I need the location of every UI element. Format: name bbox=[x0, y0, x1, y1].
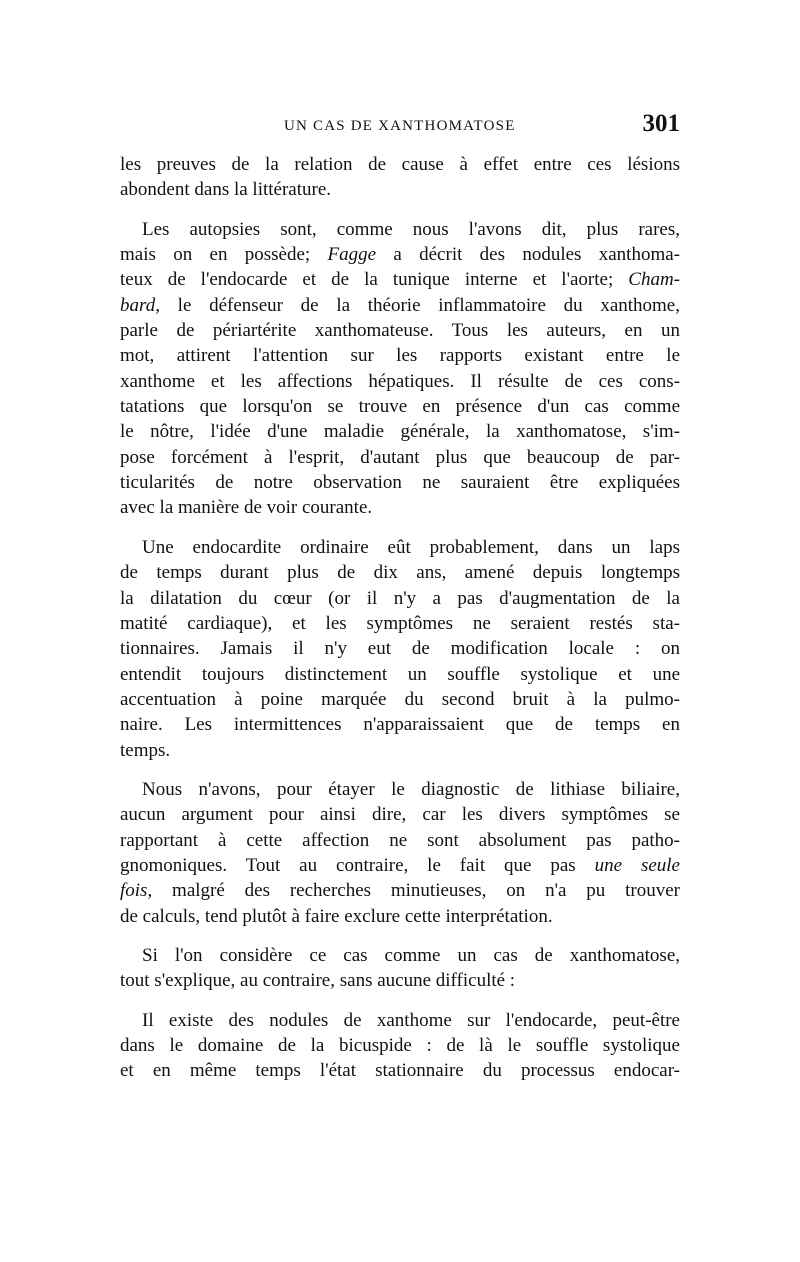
text-line bbox=[120, 293, 680, 318]
text-line: tout s'explique, au contraire, sans aucune difficulté : bbox=[120, 970, 516, 992]
body-text bbox=[120, 152, 680, 1098]
text-line: pose forcément à l'esprit, d'autant plus que beaucoup de par- bbox=[120, 446, 680, 468]
text-line: Les autopsies sont, comme nous l'avons dit, plus rares, bbox=[142, 218, 680, 240]
text-line: dans le domaine de la bicuspide : de là le souffle systolique bbox=[120, 1035, 680, 1056]
italic-name-chambard-part1: Cham- bbox=[628, 269, 680, 291]
italic-name-chambard-part2: bard bbox=[120, 294, 156, 316]
text-line: de calculs, tend plutôt à faire exclure cette interprétation. bbox=[120, 905, 553, 927]
text-line: xanthome et les affections hépatiques. Il résulte de ces cons- bbox=[120, 370, 680, 392]
text-line: rapportant à cette affection ne sont absolument pas patho- bbox=[120, 829, 680, 851]
text-line: abondent dans la littérature. bbox=[120, 179, 332, 201]
text-line: Il existe des nodules de xanthome sur l'endocarde, peut-être bbox=[142, 1009, 680, 1031]
paragraph-4 bbox=[120, 777, 680, 929]
paragraph-5 bbox=[120, 943, 680, 994]
text-line bbox=[120, 242, 680, 267]
italic-name-fagge: Fagge bbox=[327, 244, 377, 266]
text-line: les preuves de la relation de cause à effet entre ces lésions bbox=[120, 154, 680, 175]
running-head bbox=[120, 110, 680, 142]
text-line: de temps durant plus de dix ans, amené depuis longtemps bbox=[120, 562, 680, 584]
text-line bbox=[120, 878, 680, 903]
text-segment: , le défenseur de la théorie inflammatoire du xanthome, bbox=[155, 294, 680, 316]
text-line: tionnaires. Jamais il n'y eut de modification locale : on bbox=[120, 638, 680, 660]
text-line bbox=[120, 853, 680, 878]
text-line: aucun argument pour ainsi dire, car les divers symptômes se bbox=[120, 804, 680, 826]
paragraph-2 bbox=[120, 217, 680, 521]
text-segment: teux de l'endocarde et de la tunique interne et l'aorte; bbox=[120, 269, 629, 291]
text-segment: gnomoniques. Tout au contraire, le fait que pas bbox=[120, 854, 595, 876]
text-line: Une endocardite ordinaire eût probablement, dans un laps bbox=[142, 536, 680, 558]
page-number: 301 bbox=[642, 110, 680, 137]
paragraph-6 bbox=[120, 1008, 680, 1084]
paragraph-3 bbox=[120, 535, 680, 763]
text-line: accentuation à poine marquée du second bruit à la pulmo- bbox=[120, 688, 680, 710]
text-segment: mais on en possède; bbox=[120, 244, 328, 266]
text-line: et en même temps l'état stationnaire du processus endocar- bbox=[120, 1060, 680, 1082]
text-line: le nôtre, l'idée d'une maladie générale, la xanthomatose, s'im- bbox=[120, 421, 680, 443]
text-line bbox=[120, 267, 680, 292]
italic-phrase-une-seule: une seule bbox=[594, 854, 680, 876]
text-line: tatations que lorsqu'on se trouve en présence d'un cas comme bbox=[120, 396, 680, 418]
text-line: entendit toujours distinctement un souffle systolique et une bbox=[120, 663, 680, 685]
text-line: avec la manière de voir courante. bbox=[120, 497, 373, 519]
text-segment: , malgré des recherches minutieuses, on n'a pu trouver bbox=[147, 880, 680, 902]
text-line: naire. Les intermittences n'apparaissaient que de temps en bbox=[120, 714, 680, 736]
text-line: Si l'on considère ce cas comme un cas de xanthomatose, bbox=[142, 944, 680, 966]
text-line: mot, attirent l'attention sur les rapports existant entre le bbox=[120, 345, 680, 367]
text-line: Nous n'avons, pour étayer le diagnostic de lithiase biliaire, bbox=[142, 778, 680, 800]
text-line: ticularités de notre observation ne sauraient être expliquées bbox=[120, 472, 680, 494]
text-line: temps. bbox=[120, 739, 171, 761]
paragraph-1 bbox=[120, 152, 680, 203]
text-segment: a décrit des nodules xanthoma- bbox=[376, 244, 680, 266]
text-line: matité cardiaque), et les symptômes ne seraient restés sta- bbox=[120, 612, 680, 634]
text-line: la dilatation du cœur (or il n'y a pas d'augmentation de la bbox=[120, 587, 680, 609]
running-title: UN CAS DE XANTHOMATOSE bbox=[284, 118, 516, 134]
italic-word-fois: fois bbox=[120, 880, 148, 902]
text-line: parle de périartérite xanthomateuse. Tous les auteurs, en un bbox=[120, 320, 680, 342]
